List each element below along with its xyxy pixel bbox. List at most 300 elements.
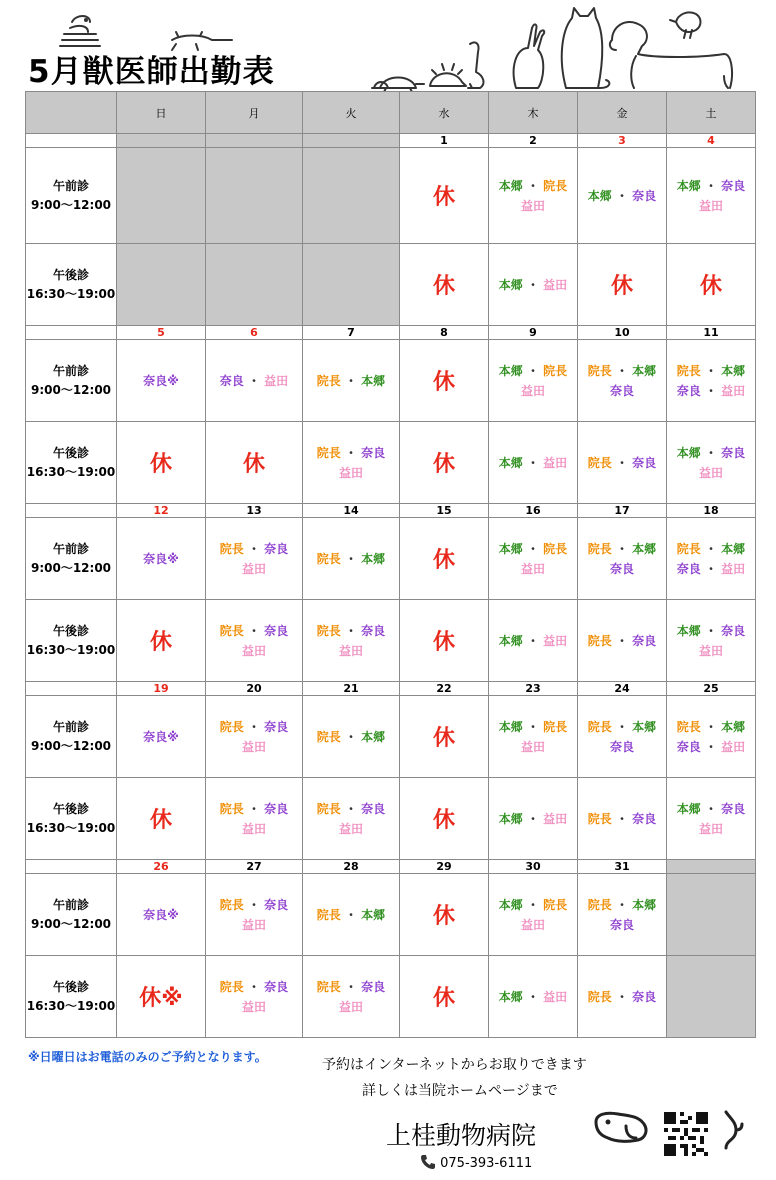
shift-cell xyxy=(667,696,756,778)
date-cell: 1 xyxy=(400,134,489,148)
separator-dot: ・ xyxy=(340,373,362,388)
doctor-line xyxy=(303,371,399,391)
doctor-name: 本郷 xyxy=(632,363,657,378)
doctor-name: 本郷 xyxy=(498,633,523,648)
doctor-list xyxy=(206,371,302,391)
doctor-line xyxy=(206,539,302,559)
doctor-name: 院長 xyxy=(316,445,341,460)
doctor-line xyxy=(489,809,577,829)
doctor-line xyxy=(667,641,755,661)
doctor-line xyxy=(117,549,205,569)
date-cell: 19 xyxy=(117,682,206,696)
doctor-name: 奈良 xyxy=(361,801,386,816)
doctor-line xyxy=(206,717,302,737)
separator-dot: ・ xyxy=(522,719,544,734)
doctor-list xyxy=(489,631,577,651)
shift-cell xyxy=(667,778,756,860)
shift-cell xyxy=(206,956,303,1038)
doctor-list xyxy=(489,539,577,579)
separator-dot: ・ xyxy=(340,623,362,638)
doctor-name: 院長 xyxy=(587,811,612,826)
doctor-name: 益田 xyxy=(543,633,568,648)
date-row-label xyxy=(26,134,117,148)
doctor-line xyxy=(489,361,577,381)
session-name: 午前診 xyxy=(52,719,89,734)
separator-dot: ・ xyxy=(700,561,722,576)
doctor-line xyxy=(206,737,302,757)
doctor-name: 奈良※ xyxy=(143,729,179,744)
closed-mark: 休 xyxy=(610,274,633,299)
doctor-list xyxy=(117,727,205,747)
doctor-line xyxy=(578,895,666,915)
shift-cell xyxy=(303,148,400,244)
doctor-name: 奈良 xyxy=(609,561,634,576)
doctor-line xyxy=(303,997,399,1017)
doctor-list xyxy=(117,371,205,391)
doctor-line xyxy=(578,915,666,935)
closed-mark: 休※ xyxy=(139,986,183,1011)
separator-dot: ・ xyxy=(611,188,633,203)
session-label xyxy=(26,422,117,504)
doctor-name: 院長 xyxy=(587,633,612,648)
shift-cell xyxy=(489,778,578,860)
doctor-list xyxy=(303,549,399,569)
doctor-name: 奈良 xyxy=(219,373,244,388)
date-cell: 24 xyxy=(578,682,667,696)
session-name: 午後診 xyxy=(52,801,89,816)
shift-cell xyxy=(400,778,489,860)
shift-cell xyxy=(489,956,578,1038)
shift-cell xyxy=(578,956,667,1038)
doctor-name: 院長 xyxy=(219,719,244,734)
separator-dot: ・ xyxy=(340,551,362,566)
doctor-name: 益田 xyxy=(721,561,746,576)
doctor-name: 奈良 xyxy=(264,719,289,734)
weekday-header-row xyxy=(26,92,756,134)
separator-dot: ・ xyxy=(243,541,265,556)
doctor-name: 院長 xyxy=(316,979,341,994)
doctor-name: 本郷 xyxy=(361,729,386,744)
doctor-name: 奈良 xyxy=(361,623,386,638)
session-time: 16:30〜19:00 xyxy=(26,464,116,479)
schedule-table xyxy=(25,91,756,1038)
shift-cell xyxy=(206,600,303,682)
doctor-line xyxy=(303,463,399,483)
separator-dot: ・ xyxy=(700,363,722,378)
separator-dot: ・ xyxy=(700,623,722,638)
doctor-line xyxy=(667,176,755,196)
doctor-name: 奈良 xyxy=(264,801,289,816)
doctor-name: 院長 xyxy=(676,363,701,378)
doctor-name: 本郷 xyxy=(498,455,523,470)
doctor-name: 本郷 xyxy=(361,373,386,388)
doctor-name: 奈良 xyxy=(632,455,657,470)
separator-dot: ・ xyxy=(700,719,722,734)
doctor-name: 院長 xyxy=(587,719,612,734)
shift-cell xyxy=(400,696,489,778)
doctor-name: 本郷 xyxy=(676,623,701,638)
doctor-line xyxy=(303,819,399,839)
doctor-name: 院長 xyxy=(219,801,244,816)
session-name: 午後診 xyxy=(52,623,89,638)
doctor-list xyxy=(489,361,577,401)
separator-dot: ・ xyxy=(611,989,633,1004)
doctor-name: 院長 xyxy=(587,989,612,1004)
date-cell: 2 xyxy=(489,134,578,148)
date-cell: 14 xyxy=(303,504,400,518)
doctor-list xyxy=(206,895,302,935)
doctor-name: 院長 xyxy=(543,363,568,378)
doctor-name: 奈良 xyxy=(264,623,289,638)
closed-mark: 休 xyxy=(432,548,455,573)
session-label xyxy=(26,778,117,860)
date-cell: 8 xyxy=(400,326,489,340)
session-name: 午前診 xyxy=(52,897,89,912)
doctor-name: 益田 xyxy=(241,917,266,932)
doctor-line xyxy=(667,737,755,757)
doctor-name: 本郷 xyxy=(587,188,612,203)
separator-dot: ・ xyxy=(243,719,265,734)
separator-dot: ・ xyxy=(611,455,633,470)
doctor-name: 益田 xyxy=(241,999,266,1014)
shift-cell xyxy=(400,600,489,682)
separator-dot: ・ xyxy=(700,383,722,398)
doctor-name: 益田 xyxy=(520,561,545,576)
am-session-row xyxy=(26,518,756,600)
doctor-name: 奈良 xyxy=(676,383,701,398)
doctor-name: 院長 xyxy=(676,541,701,556)
session-name: 午前診 xyxy=(52,541,89,556)
doctor-line xyxy=(489,176,577,196)
phone-icon xyxy=(420,1154,436,1170)
separator-dot: ・ xyxy=(243,373,265,388)
doctor-list xyxy=(667,799,755,839)
doctor-name: 院長 xyxy=(676,719,701,734)
doctor-line xyxy=(206,641,302,661)
doctor-name: 本郷 xyxy=(498,719,523,734)
doctor-name: 益田 xyxy=(520,739,545,754)
shift-cell xyxy=(489,148,578,244)
doctor-line xyxy=(667,819,755,839)
date-row xyxy=(26,326,756,340)
hospital-dog-logo xyxy=(592,1108,660,1150)
doctor-name: 院長 xyxy=(219,979,244,994)
doctor-list xyxy=(667,443,755,483)
doctor-line xyxy=(303,727,399,747)
date-cell: 25 xyxy=(667,682,756,696)
doctor-list xyxy=(206,977,302,1017)
doctor-name: 奈良 xyxy=(721,623,746,638)
shift-cell xyxy=(303,244,400,326)
date-cell: 18 xyxy=(667,504,756,518)
doctor-name: 本郷 xyxy=(498,363,523,378)
header-corner xyxy=(26,92,117,134)
closed-mark: 休 xyxy=(432,452,455,477)
doctor-name: 本郷 xyxy=(632,719,657,734)
separator-dot: ・ xyxy=(700,541,722,556)
doctor-line xyxy=(489,453,577,473)
doctor-name: 益田 xyxy=(338,999,363,1014)
separator-dot: ・ xyxy=(700,739,722,754)
shift-cell xyxy=(667,422,756,504)
doctor-name: 院長 xyxy=(587,455,612,470)
qr-code[interactable] xyxy=(664,1112,708,1156)
shift-cell xyxy=(489,422,578,504)
doctor-list xyxy=(667,717,755,757)
doctor-name: 本郷 xyxy=(632,541,657,556)
doctor-name: 院長 xyxy=(316,623,341,638)
doctor-name: 益田 xyxy=(338,821,363,836)
date-cell: 31 xyxy=(578,860,667,874)
weekday-header: 土 xyxy=(667,92,756,134)
separator-dot: ・ xyxy=(340,801,362,816)
doctor-line xyxy=(667,443,755,463)
closed-mark: 休 xyxy=(242,452,265,477)
doctor-line xyxy=(117,727,205,747)
shift-cell xyxy=(400,340,489,422)
doctor-name: 院長 xyxy=(543,178,568,193)
shift-cell xyxy=(117,956,206,1038)
session-name: 午前診 xyxy=(52,363,89,378)
shift-cell xyxy=(117,696,206,778)
doctor-name: 本郷 xyxy=(498,178,523,193)
pm-session-row xyxy=(26,956,756,1038)
separator-dot: ・ xyxy=(611,363,633,378)
doctor-name: 奈良 xyxy=(676,739,701,754)
doctor-line xyxy=(667,196,755,216)
session-name: 午後診 xyxy=(52,267,89,282)
separator-dot: ・ xyxy=(611,811,633,826)
date-cell xyxy=(667,860,756,874)
shift-cell xyxy=(303,778,400,860)
weekday-header: 月 xyxy=(206,92,303,134)
date-cell xyxy=(117,134,206,148)
shift-cell xyxy=(578,148,667,244)
doctor-name: 奈良 xyxy=(361,979,386,994)
separator-dot: ・ xyxy=(611,719,633,734)
pm-session-row xyxy=(26,422,756,504)
separator-dot: ・ xyxy=(611,897,633,912)
shift-cell xyxy=(578,600,667,682)
doctor-name: 本郷 xyxy=(498,811,523,826)
shift-cell xyxy=(489,244,578,326)
separator-dot: ・ xyxy=(700,445,722,460)
doctor-line xyxy=(578,186,666,206)
doctor-line xyxy=(489,631,577,651)
doctor-name: 本郷 xyxy=(721,541,746,556)
doctor-list xyxy=(303,905,399,925)
doctor-line xyxy=(667,559,755,579)
phone-number-text: 075-393-6111 xyxy=(440,1156,533,1171)
doctor-name: 益田 xyxy=(698,643,723,658)
doctor-list xyxy=(206,621,302,661)
doctor-list xyxy=(303,799,399,839)
doctor-name: 本郷 xyxy=(632,897,657,912)
doctor-list xyxy=(303,727,399,747)
weekday-header: 日 xyxy=(117,92,206,134)
doctor-line xyxy=(578,559,666,579)
session-label xyxy=(26,148,117,244)
separator-dot: ・ xyxy=(611,633,633,648)
doctor-name: 益田 xyxy=(520,917,545,932)
doctor-line xyxy=(206,799,302,819)
session-time: 16:30〜19:00 xyxy=(26,820,116,835)
shift-cell xyxy=(400,422,489,504)
session-time: 9:00〜12:00 xyxy=(30,738,112,753)
closed-mark: 休 xyxy=(432,185,455,210)
am-session-row xyxy=(26,340,756,422)
shift-cell xyxy=(117,874,206,956)
shift-cell xyxy=(117,422,206,504)
doctor-list xyxy=(667,539,755,579)
doctor-line xyxy=(489,196,577,216)
doctor-list xyxy=(117,549,205,569)
reservation-info-line1: 予約はインターネットからお取りできます xyxy=(322,1057,587,1073)
doctor-name: 益田 xyxy=(338,465,363,480)
doctor-name: 益田 xyxy=(543,811,568,826)
separator-dot: ・ xyxy=(522,989,544,1004)
doctor-list xyxy=(489,809,577,829)
shift-cell xyxy=(206,244,303,326)
date-cell: 30 xyxy=(489,860,578,874)
doctor-name: 本郷 xyxy=(721,363,746,378)
doctor-line xyxy=(206,977,302,997)
doctor-name: 本郷 xyxy=(498,989,523,1004)
doctor-name: 益田 xyxy=(721,383,746,398)
date-cell: 28 xyxy=(303,860,400,874)
doctor-list xyxy=(303,371,399,391)
weekday-header: 水 xyxy=(400,92,489,134)
shift-cell xyxy=(400,244,489,326)
separator-dot: ・ xyxy=(243,623,265,638)
heart-tail-icon xyxy=(720,1108,744,1152)
closed-mark: 休 xyxy=(432,274,455,299)
closed-mark: 休 xyxy=(432,986,455,1011)
session-name: 午前診 xyxy=(52,178,89,193)
doctor-line xyxy=(303,641,399,661)
doctor-line xyxy=(206,371,302,391)
shift-cell xyxy=(303,518,400,600)
shift-cell xyxy=(303,340,400,422)
date-row-label xyxy=(26,682,117,696)
weekday-header: 火 xyxy=(303,92,400,134)
doctor-name: 益田 xyxy=(698,198,723,213)
session-label xyxy=(26,874,117,956)
separator-dot: ・ xyxy=(522,541,544,556)
separator-dot: ・ xyxy=(340,907,362,922)
doctor-name: 奈良 xyxy=(721,801,746,816)
doctor-line xyxy=(578,987,666,1007)
doctor-line xyxy=(489,915,577,935)
doctor-name: 院長 xyxy=(587,897,612,912)
date-cell: 10 xyxy=(578,326,667,340)
session-time: 16:30〜19:00 xyxy=(26,642,116,657)
doctor-name: 院長 xyxy=(316,801,341,816)
closed-mark: 休 xyxy=(432,808,455,833)
doctor-line xyxy=(303,977,399,997)
session-label xyxy=(26,696,117,778)
date-cell: 4 xyxy=(667,134,756,148)
doctor-name: 奈良※ xyxy=(143,373,179,388)
date-cell: 23 xyxy=(489,682,578,696)
date-cell xyxy=(303,134,400,148)
doctor-name: 奈良 xyxy=(721,178,746,193)
separator-dot: ・ xyxy=(243,979,265,994)
shift-cell xyxy=(117,148,206,244)
doctor-line xyxy=(667,621,755,641)
doctor-name: 奈良 xyxy=(632,989,657,1004)
doctor-list xyxy=(206,539,302,579)
page-title: 5月獣医師出勤表 xyxy=(28,54,275,90)
doctor-line xyxy=(303,799,399,819)
doctor-list xyxy=(303,977,399,1017)
doctor-name: 本郷 xyxy=(361,551,386,566)
closed-mark: 休 xyxy=(432,630,455,655)
shift-cell xyxy=(117,340,206,422)
doctor-name: 院長 xyxy=(219,897,244,912)
separator-dot: ・ xyxy=(522,633,544,648)
doctor-line xyxy=(667,717,755,737)
doctor-line xyxy=(578,361,666,381)
separator-dot: ・ xyxy=(522,363,544,378)
shift-cell xyxy=(578,340,667,422)
am-session-row xyxy=(26,696,756,778)
doctor-list xyxy=(578,987,666,1007)
session-time: 16:30〜19:00 xyxy=(26,998,116,1013)
shift-cell xyxy=(578,778,667,860)
shift-cell xyxy=(117,244,206,326)
doctor-list xyxy=(489,453,577,473)
shift-cell xyxy=(206,518,303,600)
doctor-name: 院長 xyxy=(587,541,612,556)
session-label xyxy=(26,340,117,422)
doctor-line xyxy=(489,275,577,295)
doctor-line xyxy=(303,905,399,925)
doctor-name: 奈良 xyxy=(264,897,289,912)
doctor-list xyxy=(667,176,755,216)
doctor-line xyxy=(578,737,666,757)
reservation-info-line2: 詳しくは当院ホームページまで xyxy=(362,1083,558,1099)
doctor-line xyxy=(303,549,399,569)
shift-cell xyxy=(489,340,578,422)
shift-cell xyxy=(400,148,489,244)
separator-dot: ・ xyxy=(700,801,722,816)
separator-dot: ・ xyxy=(522,277,544,292)
doctor-line xyxy=(206,819,302,839)
shift-cell xyxy=(303,874,400,956)
doctor-line xyxy=(489,895,577,915)
shift-cell xyxy=(578,696,667,778)
doctor-name: 本郷 xyxy=(676,445,701,460)
shift-cell xyxy=(117,778,206,860)
doctor-name: 益田 xyxy=(698,465,723,480)
date-row xyxy=(26,134,756,148)
doctor-name: 益田 xyxy=(241,561,266,576)
date-cell: 11 xyxy=(667,326,756,340)
doctor-name: 院長 xyxy=(543,541,568,556)
doctor-name: 奈良※ xyxy=(143,551,179,566)
closed-mark: 休 xyxy=(699,274,722,299)
doctor-list xyxy=(667,621,755,661)
date-row xyxy=(26,860,756,874)
separator-dot: ・ xyxy=(522,897,544,912)
session-time: 9:00〜12:00 xyxy=(30,560,112,575)
doctor-list xyxy=(489,987,577,1007)
doctor-line xyxy=(303,621,399,641)
doctor-list xyxy=(206,799,302,839)
doctor-list xyxy=(578,895,666,935)
shift-cell xyxy=(400,956,489,1038)
